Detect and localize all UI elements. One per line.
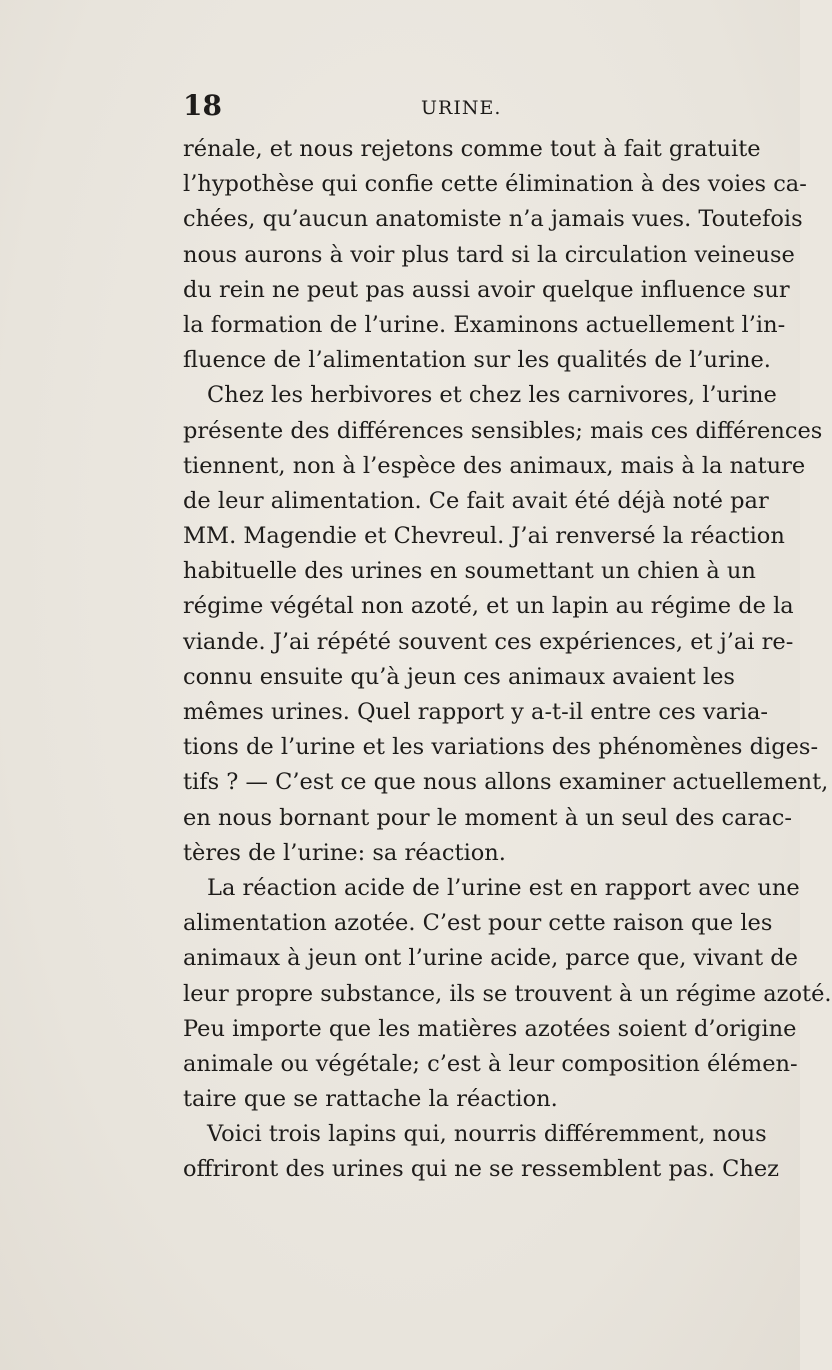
text-line: MM. Magendie et Chevreul. J’ai renversé la réaction xyxy=(183,523,785,550)
text-line: rénale, et nous rejetons comme tout à fait gratuite xyxy=(183,136,761,162)
text-line: tions de l’urine et les variations des phénomènes diges- xyxy=(183,734,819,761)
text-line: habituelle des urines en soumettant un chien à un xyxy=(183,558,756,585)
text-line: la formation de l’urine. Examinons actuellement l’in- xyxy=(183,311,786,338)
text-line: nous aurons à voir plus tard si la circulation veineuse xyxy=(183,241,795,268)
text-line: animale ou végétale; c’est à leur composition élémen- xyxy=(183,1050,798,1077)
text-line: l’hypothèse qui confie cette élimination à des voies ca- xyxy=(183,171,807,198)
paragraph-start: Chez les herbivores et chez les carnivores, l’urine xyxy=(207,382,777,409)
text-line: animaux à jeun ont l’urine acide, parce que, vivant de xyxy=(183,945,798,972)
text-line: tères de l’urine: sa réaction. xyxy=(183,839,506,866)
paragraph-start: La réaction acide de l’urine est en rapport avec une xyxy=(207,874,800,901)
text-line: viande. J’ai répété souvent ces expériences, et j’ai re- xyxy=(183,628,794,655)
page-header xyxy=(183,88,723,124)
text-line: en nous bornant pour le moment à un seul des carac- xyxy=(183,804,792,831)
page-number: 18 xyxy=(183,89,222,122)
text-line: alimentation azotée. C’est pour cette raison que les xyxy=(183,910,773,937)
body-text xyxy=(183,132,832,1188)
text-line: du rein ne peut pas aussi avoir quelque influence sur xyxy=(183,276,790,303)
text-line: mêmes urines. Quel rapport y a-t-il entre ces varia- xyxy=(183,699,769,725)
text-line: leur propre substance, ils se trouvent à un régime azoté. xyxy=(183,980,832,1007)
text-line: connu ensuite qu’à jeun ces animaux avaient les xyxy=(183,663,735,690)
text-line: Peu importe que les matières azotées soient d’origine xyxy=(183,1015,797,1042)
running-head: URINE. xyxy=(421,97,502,119)
text-line: fluence de l’alimentation sur les qualités de l’urine. xyxy=(183,347,771,374)
text-line: offriront des urines qui ne se ressemblent pas. Chez xyxy=(183,1156,780,1183)
paragraph-start: Voici trois lapins qui, nourris différemment, nous xyxy=(207,1121,767,1148)
text-line: chées, qu’aucun anatomiste n’a jamais vues. Toutefois xyxy=(183,206,803,233)
text-line: de leur alimentation. Ce fait avait été déjà noté par xyxy=(183,487,769,514)
text-line: régime végétal non azoté, et un lapin au régime de la xyxy=(183,593,794,620)
text-line: présente des différences sensibles; mais ces différences xyxy=(183,417,823,444)
text-line: tiennent, non à l’espèce des animaux, mais à la nature xyxy=(183,452,806,479)
text-line: taire que se rattache la réaction. xyxy=(183,1086,558,1113)
text-line: tifs ? — C’est ce que nous allons examiner actuellement, xyxy=(183,769,829,796)
